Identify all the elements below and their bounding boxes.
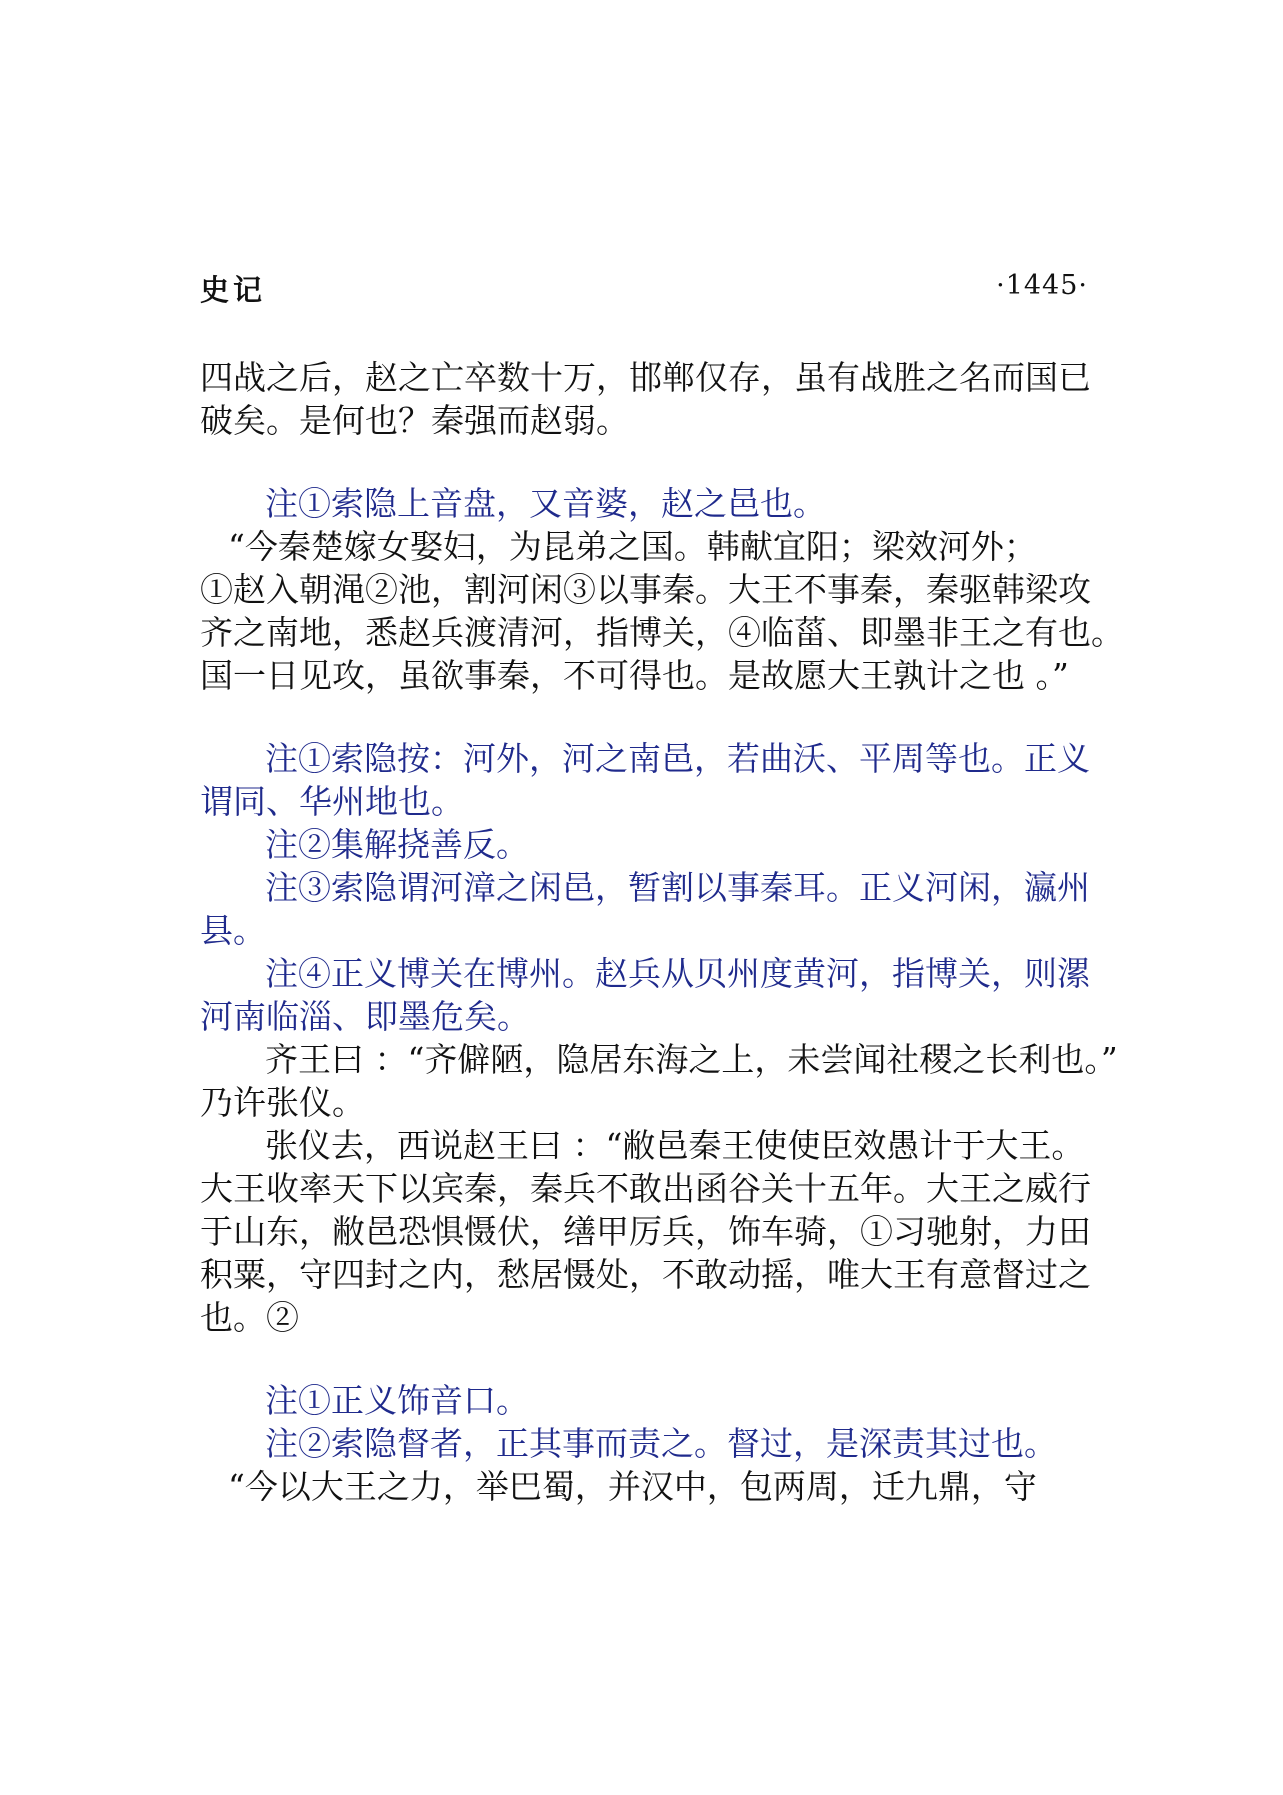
text-line: 也。②: [200, 1298, 299, 1337]
paragraph-gap: [200, 697, 1096, 737]
body-text: [200, 356, 1124, 1508]
annotation-line: 谓同、华州地也。: [200, 782, 464, 821]
text-line: 国一日见攻，虽欲事秦，不可得也。是故愿大王孰计之也 。”: [200, 656, 1069, 695]
text-line: ①赵入朝渑②池，割河闲③以事秦。大王不事秦，秦驱韩梁攻: [200, 570, 1091, 609]
text-line: 齐王曰 ：“齐僻陋，隐居东海之上，未尝闻社稷之长利也。”: [265, 1040, 1118, 1079]
text-line: “今以大王之力，举巴蜀，并汉中，包两周，迁九鼎，守: [228, 1467, 1037, 1506]
text-line: 积粟，守四封之内，愁居慑处，不敢动摇，唯大王有意督过之: [200, 1255, 1091, 1294]
annotation-line: 县。: [200, 911, 266, 950]
annotation-line: 注②集解挠善反。: [265, 825, 529, 864]
text-line: 四战之后，赵之亡卒数十万，邯郸仅存，虽有战胜之名而国已: [200, 358, 1091, 397]
page-number: ·1445·: [996, 270, 1088, 301]
annotation-line: 注①正义饰音口。: [265, 1381, 529, 1420]
annotation-line: 注②索隐督者，正其事而责之。督过，是深责其过也。: [265, 1424, 1057, 1463]
annotation-line: 注③索隐谓河漳之闲邑，暂割以事秦耳。正义河闲，瀛州: [265, 868, 1090, 907]
text-line: 乃许张仪。: [200, 1083, 365, 1122]
annotation-line: 河南临淄、即墨危矣。: [200, 997, 530, 1036]
text-line: “今秦楚嫁女娶妇，为昆弟之国。韩献宜阳；梁效河外；: [228, 527, 1037, 566]
annotation-line: 注④正义博关在博州。赵兵从贝州度黄河，指博关，则漯: [265, 954, 1090, 993]
text-line: 张仪去，西说赵王曰 ：“敝邑秦王使使臣效愚计于大王。: [265, 1126, 1085, 1165]
paragraph-gap: [200, 1339, 1096, 1379]
annotation-line: 注①索隐按：河外，河之南邑，若曲沃、平周等也。正义: [265, 739, 1090, 778]
text-line: 破矣。是何也？秦强而赵弱。: [200, 401, 629, 440]
paragraph-gap: [200, 442, 1096, 482]
text-line: 齐之南地，悉赵兵渡清河，指博关，④临菑、即墨非王之有也。: [200, 613, 1124, 652]
page-header: [200, 268, 1088, 308]
annotation-line: 注①索隐上音盘，又音婆，赵之邑也。: [265, 484, 826, 523]
book-title: 史记: [200, 273, 267, 307]
text-line: 大王收率天下以宾秦，秦兵不敢出函谷关十五年。大王之威行: [200, 1169, 1091, 1208]
text-line: 于山东，敝邑恐惧慑伏，缮甲厉兵，饰车骑，①习驰射，力田: [200, 1212, 1091, 1251]
